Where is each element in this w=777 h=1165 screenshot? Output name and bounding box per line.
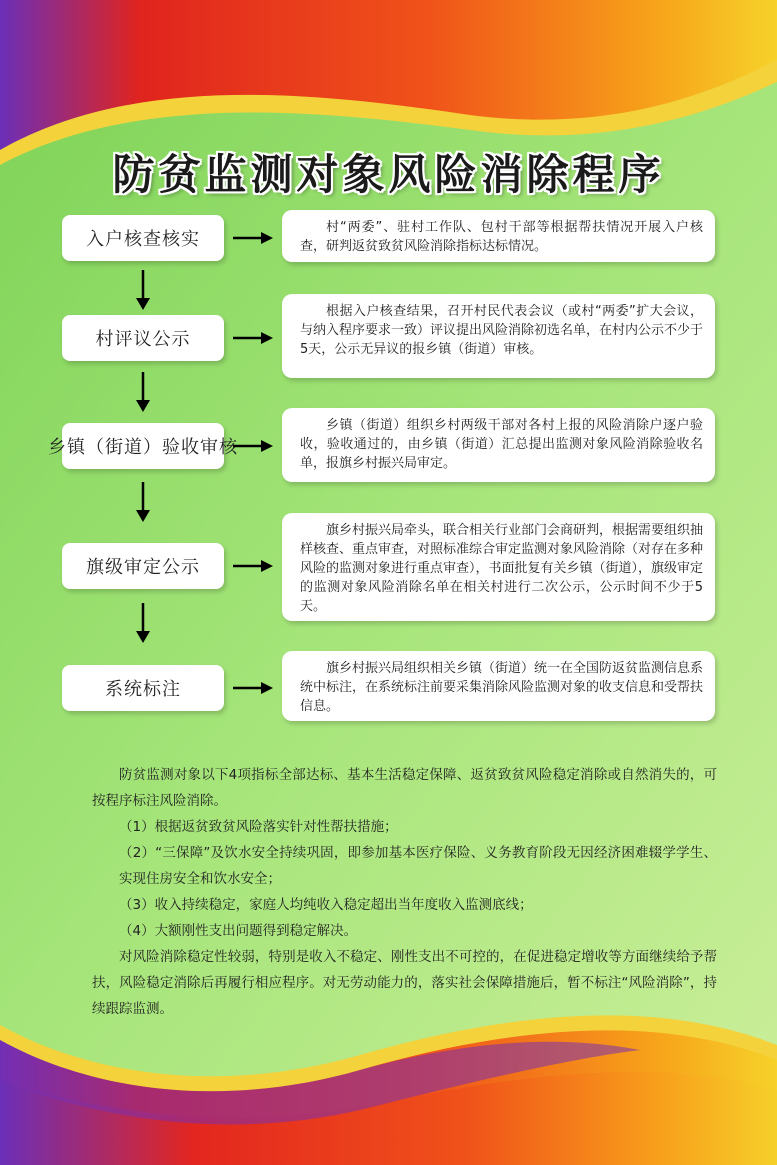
step-desc-banner-approval: 旗乡村振兴局牵头，联合相关行业部门会商研判，根据需要组织抽样核查、重点审查，对照标准综合审定监测对象风险消除（对存在多种风险的监测对象进行重点审查），书面批复有关乡镇（街道），旗级审定的监测对象风险消除名单在相关村进行二次公示，公示时间不少于5天。 bbox=[282, 513, 715, 621]
step-desc-household-check: 村“两委”、驻村工作队、包村干部等根据帮扶情况开展入户核查，研判返贫致贫风险消除指标达标情况。 bbox=[282, 210, 715, 262]
right-arrow-icon bbox=[233, 332, 273, 344]
notes-section bbox=[92, 762, 717, 1022]
right-arrow-icon bbox=[233, 560, 273, 572]
notes-closing: 对风险消除稳定性较弱，特别是收入不稳定、刚性支出不可控的，在促进稳定增收等方面继续给予帮扶，风险稳定消除后再履行相应程序。对无劳动能力的，落实社会保障措施后，暂不标注“风险消除”，持续跟踪监测。 bbox=[92, 949, 717, 1017]
step-box-township-acceptance: 乡镇（街道）验收审核 bbox=[62, 423, 224, 469]
step-desc-township-acceptance: 乡镇（街道）组织乡村两级干部对各村上报的风险消除户逐户验收，验收通过的，由乡镇（街道）汇总提出监测对象风险消除验收名单，报旗乡村振兴局审定。 bbox=[282, 408, 715, 482]
step-box-system-marking: 系统标注 bbox=[62, 665, 224, 711]
down-arrow-icon bbox=[136, 372, 150, 412]
down-arrow-icon bbox=[136, 482, 150, 522]
right-arrow-icon bbox=[233, 682, 273, 694]
step-box-banner-approval: 旗级审定公示 bbox=[62, 543, 224, 589]
right-arrow-icon bbox=[233, 440, 273, 452]
step-desc-system-marking: 旗乡村振兴局组织相关乡镇（街道）统一在全国防返贫监测信息系统中标注，在系统标注前要采集消除风险监测对象的收支信息和受帮扶信息。 bbox=[282, 651, 715, 721]
down-arrow-icon bbox=[136, 270, 150, 310]
notes-item-1: （1）根据返贫致贫风险落实针对性帮扶措施； bbox=[119, 819, 398, 835]
notes-intro: 防贫监测对象以下4项指标全部达标、基本生活稳定保障、返贫致贫风险稳定消除或自然消失的，可按程序标注风险消除。 bbox=[92, 767, 717, 809]
step-box-village-review: 村评议公示 bbox=[62, 315, 224, 361]
right-arrow-icon bbox=[233, 232, 273, 244]
down-arrow-icon bbox=[136, 603, 150, 643]
notes-item-3: （3）收入持续稳定，家庭人均纯收入稳定超出当年度收入监测底线； bbox=[119, 897, 533, 913]
notes-item-2: （2）“三保障”及饮水安全持续巩固，即参加基本医疗保险、义务教育阶段无因经济困难辍学学生、实现住房安全和饮水安全； bbox=[119, 845, 717, 887]
step-box-household-check: 入户核查核实 bbox=[62, 215, 224, 261]
step-desc-village-review: 根据入户核查结果，召开村民代表会议（或村“两委”扩大会议，与纳入程序要求一致）评议提出风险消除初选名单，在村内公示不少于5天，公示无异议的报乡镇（街道）审核。 bbox=[282, 294, 715, 378]
notes-item-4: （4）大额刚性支出问题得到稳定解决。 bbox=[119, 923, 358, 939]
page-title: 防贫监测对象风险消除程序 bbox=[112, 150, 665, 199]
